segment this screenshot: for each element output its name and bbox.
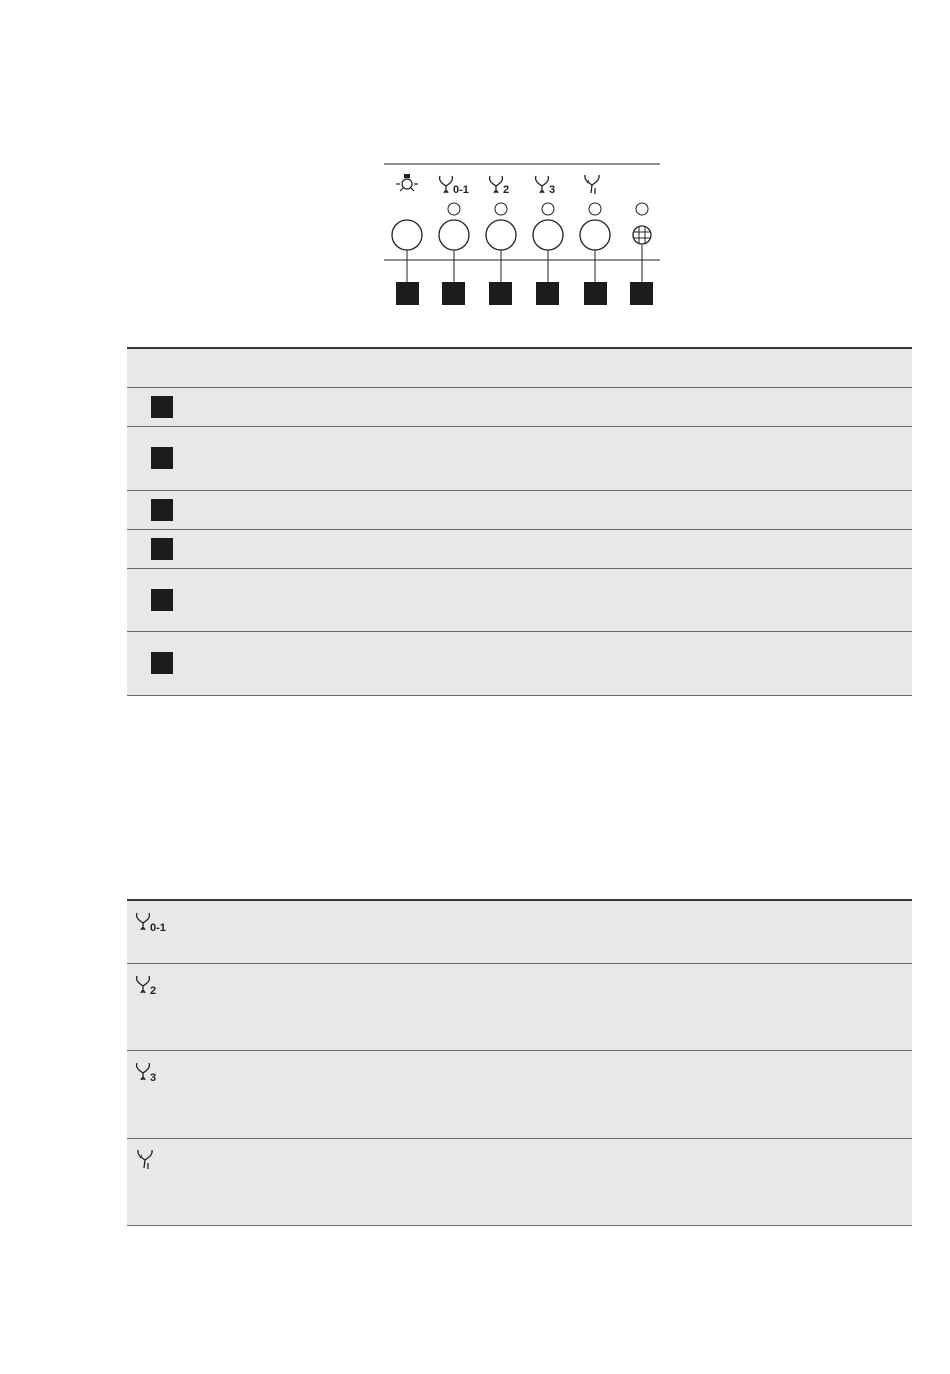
controls-table	[127, 349, 912, 696]
indicator-led	[448, 203, 460, 215]
fan-intensive-button[interactable]	[580, 220, 610, 250]
callout-marker	[151, 652, 173, 674]
fan-symbol	[133, 972, 183, 1002]
fan-speed-3-button[interactable]	[533, 220, 563, 250]
fan-speed-label: 3	[150, 1072, 157, 1084]
table-row	[127, 632, 912, 696]
callout-marker	[630, 282, 653, 305]
light-button[interactable]	[392, 220, 422, 250]
fan-intensive-icon	[138, 1150, 152, 1169]
indicator-led	[542, 203, 554, 215]
callout-marker	[396, 282, 419, 305]
table-header-row	[127, 349, 912, 388]
fan-icon	[137, 1063, 150, 1080]
callout-marker	[151, 396, 173, 418]
callout-marker	[151, 499, 173, 521]
indicator-led	[495, 203, 507, 215]
table-row	[127, 1051, 912, 1139]
table-row	[127, 388, 912, 427]
callout-marker	[489, 282, 512, 305]
table-row	[127, 901, 912, 964]
fan-symbol	[133, 909, 183, 939]
table-row	[127, 569, 912, 632]
fan-symbol	[133, 1147, 183, 1177]
callout-marker	[536, 282, 559, 305]
callout-marker	[151, 447, 173, 469]
fan-speed-1-button[interactable]	[439, 220, 469, 250]
fan-icon	[490, 176, 503, 193]
fan-intensive-icon	[585, 175, 599, 194]
indicator-led	[636, 203, 648, 215]
fan-speed-2-button[interactable]	[486, 220, 516, 250]
callout-marker	[151, 589, 173, 611]
table-row	[127, 530, 912, 569]
fan-speed-label: 0-1	[453, 184, 469, 196]
fan-speed-label: 0-1	[150, 922, 166, 934]
fan-icon	[440, 176, 453, 193]
callout-marker	[442, 282, 465, 305]
fan-speed-label: 2	[503, 184, 510, 196]
callout-marker	[151, 538, 173, 560]
fan-speed-label: 3	[549, 184, 556, 196]
control-panel-svg	[384, 160, 660, 310]
light-icon	[396, 174, 418, 191]
table-row	[127, 427, 912, 491]
table-row	[127, 964, 912, 1051]
table-row	[127, 1139, 912, 1226]
fan-symbol	[133, 1059, 183, 1089]
speed-table	[127, 901, 912, 1226]
control-panel-diagram	[384, 160, 660, 310]
callout-marker	[584, 282, 607, 305]
fan-icon	[137, 976, 150, 993]
indicator-led	[589, 203, 601, 215]
fan-icon	[137, 913, 150, 930]
table-row	[127, 491, 912, 530]
fan-speed-label: 2	[150, 985, 157, 997]
grease-filter-icon	[633, 226, 651, 244]
fan-icon	[536, 176, 549, 193]
